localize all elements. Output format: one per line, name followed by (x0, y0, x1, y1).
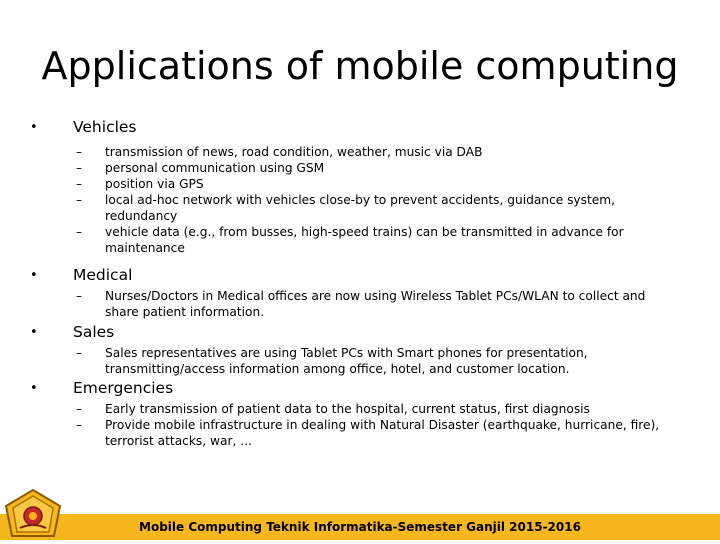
list-item-text: personal communication using GSM (105, 161, 325, 175)
bullet-icon: • (30, 381, 38, 396)
dash-icon: – (76, 225, 83, 239)
list-item-text: position via GPS (105, 177, 204, 191)
dash-icon: – (76, 289, 83, 303)
bullet-icon: • (30, 120, 38, 135)
list-item-text: Sales representatives are using Tablet PCs with Smart phones for presentation, transmitting/access information among office, hotel, and customer location. (105, 346, 588, 376)
section-heading: Vehicles (73, 118, 137, 136)
list-item (30, 192, 680, 224)
list-item-text: local ad-hoc network with vehicles close-by to prevent accidents, guidance system, redundancy (105, 193, 616, 223)
section-emergencies (30, 379, 680, 449)
dash-icon: – (76, 193, 83, 207)
list-item-text: transmission of news, road condition, weather, music via DAB (105, 145, 483, 159)
list-item (30, 345, 680, 377)
dash-icon: – (76, 177, 83, 191)
dash-icon: – (76, 161, 83, 175)
section-heading: Emergencies (73, 379, 174, 397)
section-sales (30, 323, 680, 379)
list-item (30, 401, 680, 417)
list-item (30, 224, 680, 256)
slide-title: Applications of mobile computing (41, 44, 679, 88)
list-item-text: Nurses/Doctors in Medical offices are now using Wireless Tablet PCs/WLAN to collect and share patient information. (105, 289, 646, 319)
list-item-text: Early transmission of patient data to the hospital, current status, first diagnosis (105, 402, 590, 416)
footer-bar (0, 514, 720, 540)
section-heading: Sales (73, 323, 115, 341)
section-vehicles (30, 118, 680, 266)
list-item (30, 176, 680, 192)
dash-icon: – (76, 346, 83, 360)
dash-icon: – (76, 402, 83, 416)
dash-icon: – (76, 145, 83, 159)
dash-icon: – (76, 418, 83, 432)
bullet-icon: • (30, 325, 38, 340)
list-item-text: Provide mobile infrastructure in dealing with Natural Disaster (earthquake, hurricane, fire), terrorist attacks, war, ... (105, 418, 660, 448)
list-item-text: vehicle data (e.g., from busses, high-speed trains) can be transmitted in advance for maintenance (105, 225, 624, 255)
section-medical (30, 266, 680, 323)
section-heading: Medical (73, 266, 133, 284)
list-item (30, 288, 680, 320)
footer-text: Mobile Computing Teknik Informatika-Semester Ganjil 2015-2016 (139, 520, 581, 534)
list-item (30, 144, 680, 160)
list-item (30, 160, 680, 176)
list-item (30, 417, 680, 449)
bullet-icon: • (30, 268, 38, 283)
university-seal-icon (0, 488, 66, 540)
slide-content (30, 118, 680, 449)
